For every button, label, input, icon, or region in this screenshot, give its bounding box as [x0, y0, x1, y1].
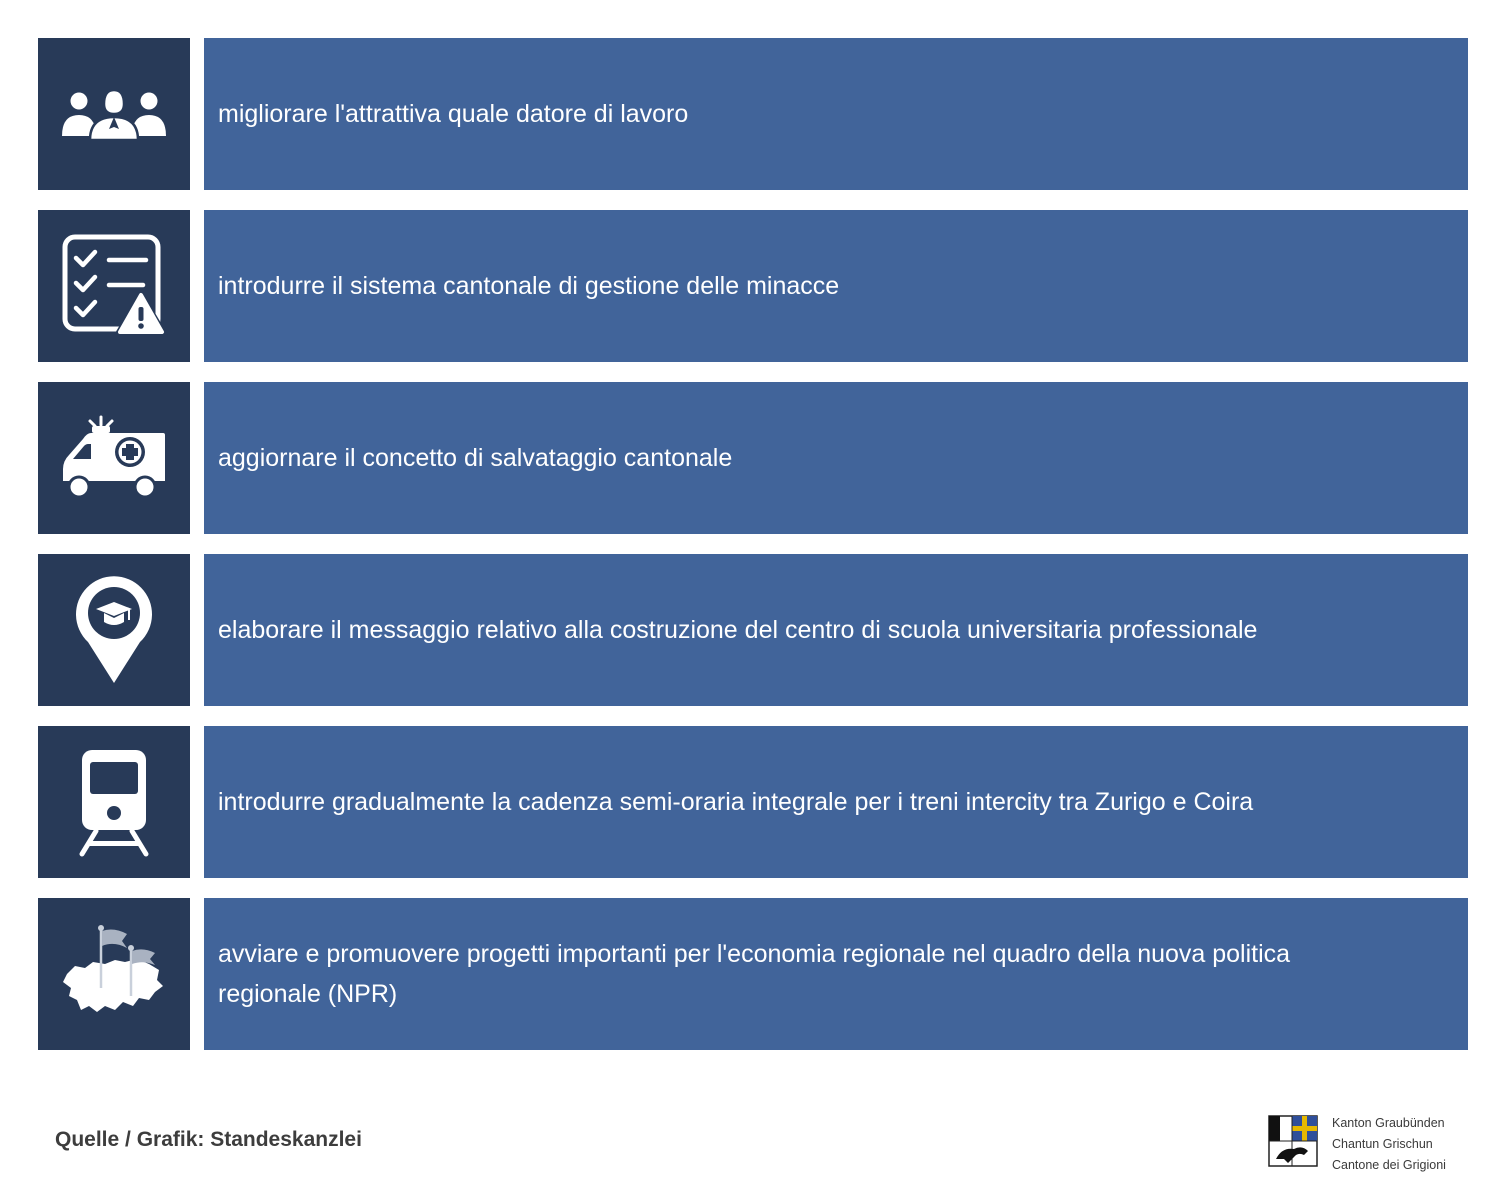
- priority-text-box: [204, 554, 1468, 706]
- canton-name-german: Kanton Graubünden: [1332, 1116, 1445, 1130]
- priority-text-box: [204, 210, 1468, 362]
- ambulance-icon: [38, 382, 190, 534]
- canton-name-italian: Cantone dei Grigioni: [1332, 1158, 1446, 1172]
- canton-brand: [1268, 1113, 1468, 1173]
- priority-text-box: [204, 898, 1468, 1050]
- priority-text: introdurre il sistema cantonale di gestione delle minacce: [218, 272, 840, 300]
- priority-text-box: [204, 726, 1468, 878]
- source-caption: Quelle / Grafik: Standeskanzlei: [55, 1128, 362, 1151]
- priority-text: migliorare l'attrattiva quale datore di lavoro: [218, 100, 689, 128]
- priority-text: introdurre gradualmente la cadenza semi-oraria integrale per i treni intercity tra Zurigo e Coira: [218, 788, 1254, 816]
- checklist-warning-icon: [38, 210, 190, 362]
- graduation-map-pin-icon: [38, 554, 190, 706]
- priority-row: [38, 898, 1468, 1050]
- region-map-flags-icon: [38, 898, 190, 1050]
- canton-name-romansh: Chantun Grischun: [1332, 1137, 1433, 1151]
- priority-text-box: [204, 38, 1468, 190]
- priority-row: [38, 554, 1468, 706]
- train-icon: [38, 726, 190, 878]
- priority-row: [38, 210, 1468, 362]
- priority-row: [38, 38, 1468, 190]
- priority-row: [38, 382, 1468, 534]
- priority-text: avviare e promuovere progetti importanti per l'economia regionale nel quadro della nuova politica regionale (NPR): [218, 940, 1291, 1008]
- people-icon: [38, 38, 190, 190]
- priority-text: elaborare il messaggio relativo alla costruzione del centro di scuola universitaria professionale: [218, 616, 1258, 644]
- canton-crest-icon: [1268, 1115, 1318, 1167]
- canton-names: [1332, 1113, 1446, 1176]
- priority-text-box: [204, 382, 1468, 534]
- priority-text: aggiornare il concetto di salvataggio cantonale: [218, 444, 733, 472]
- priority-row: [38, 726, 1468, 878]
